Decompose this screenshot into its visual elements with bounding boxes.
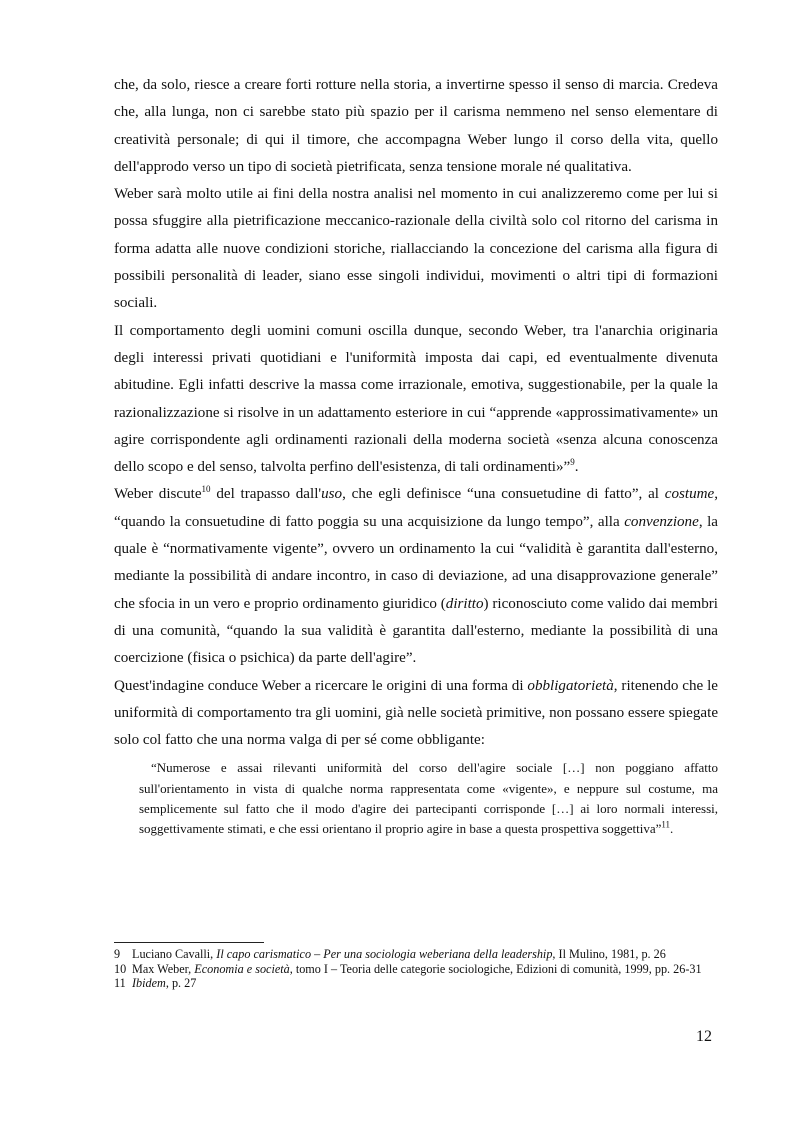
footnote-text	[132, 947, 718, 962]
footnote-text	[132, 976, 718, 991]
text-run: Weber discute	[114, 486, 202, 503]
paragraph	[114, 181, 718, 317]
footnote-item	[114, 962, 718, 977]
footnote-number: 9	[114, 947, 121, 961]
italic-term: Ibidem	[132, 976, 166, 990]
text-run: Max Weber,	[132, 961, 195, 976]
text-run: , la quale è “normativamente vigente”, ovvero un ordinamento la cui “validità è garantita dall'esterno, mediante la possibilità di andare incontro, in caso di deviazione, ad una disapprovazione generale” che sfocia in un vero e proprio ordinamento giuridico (	[114, 513, 719, 612]
italic-term: Il capo carismatico – Per una sociologia weberiana della leadership	[216, 947, 553, 961]
quote-end: .	[670, 821, 674, 837]
text-run: Il comportamento degli uomini comuni oscilla dunque, secondo Weber, tra l'anarchia originaria degli interessi privati quotidiani e l'uniformità imposta dai capi, ed eventualmente divenuta abitudine. Egli infatti descrive la massa come irrazionale, emotiva, suggestionabile, per la quale la razionalizzazione si risolve in un adattamento esteriore in cui “apprende «approssimativamente» un agire corrispondente agli ordinamenti razionali della moderna società «senza alcuna conoscenza dello scopo e del senso, talvolta perfino dell'esistenza, di tali ordinamenti»”	[114, 322, 718, 476]
paragraph	[114, 72, 718, 181]
footnotes	[114, 947, 718, 991]
footnote-separator	[114, 942, 264, 943]
text-run: , Il Mulino, 1981, p. 26	[552, 947, 666, 961]
italic-term: obbligatorietà	[527, 677, 614, 694]
quote-text: “Numerose e assai rilevanti uniformità del corso dell'agire sociale […] non poggiano affatto sull'orientamento in vista di qualche norma rappresentata come «vigente», e neppure sul costume, ma semplicemente sul fatto che il modo d'agire dei partecipanti corrisponde […] ai loro normali interessi, soggettivamente stimati, e che essi orientano il proprio agire in base a questa prospettiva soggettiva”	[139, 760, 718, 837]
block-quote	[139, 758, 718, 839]
italic-term: costume	[664, 486, 715, 503]
footnote-item	[114, 947, 718, 962]
footnote-ref[interactable]: 11	[661, 819, 671, 830]
footnote-number: 11	[114, 976, 126, 990]
text-run: , tomo I – Teoria delle categorie sociologiche, Edizioni di comunità, 1999, pp. 26-31	[289, 961, 702, 976]
paragraph	[114, 481, 718, 672]
footnote-text	[132, 962, 718, 977]
text-run: , p. 27	[165, 976, 197, 990]
italic-term: diritto	[445, 595, 484, 612]
footnote-ref[interactable]: 10	[201, 484, 211, 495]
footnote-ref[interactable]: 9	[570, 457, 575, 468]
paragraph	[114, 673, 718, 755]
text-run: Luciano Cavalli,	[132, 947, 217, 961]
body-text	[114, 72, 718, 754]
text-run: Quest'indagine conduce Weber a ricercare le origini di una forma di	[114, 677, 528, 694]
paragraph	[114, 318, 718, 482]
italic-term: convenzione	[624, 513, 699, 530]
italic-term: Economia e società	[194, 961, 290, 976]
italic-term: uso	[321, 486, 343, 503]
text-run: , ritenendo che le uniformità di comportamento tra gli uomini, già nelle società primitive, non possano essere spiegate solo col fatto che una norma valga di per sé come obbligante:	[114, 677, 719, 749]
page-number: 12	[696, 1028, 712, 1045]
text-run: Weber sarà molto utile ai fini della nostra analisi nel momento in cui analizzeremo come per lui si possa sfuggire alla pietrificazione meccanico-razionale della civiltà solo col ritorno del carisma in forma adatta alle nuove condizioni storiche, riallacciando la concezione del carisma alla figura di possibili personalità di leader, siano esse singoli individui, movimenti o altri tipi di formazioni sociali.	[114, 186, 718, 312]
page-body	[114, 72, 718, 840]
text-run: ) riconosciuto come valido dai membri di una comunità, “quando la sua validità è garantita dall'esterno, mediante la possibilità di una coercizione (fisica o psichica) da parte dell'agire”.	[114, 595, 718, 667]
footnote-item	[114, 976, 718, 991]
text-run: , che egli definisce “una consuetudine di fatto”, al	[342, 486, 665, 503]
text-run: , “quando la consuetudine di fatto poggia su una acquisizione da lungo tempo”, alla	[114, 486, 718, 530]
footnote-number: 10	[114, 961, 127, 976]
text-run: che, da solo, riesce a creare forti rotture nella storia, a invertirne spesso il senso di marcia. Credeva che, alla lunga, non ci sarebbe stato più spazio per il carisma nemmeno nel senso elementare di creatività personale; di qui il timore, che accompagna Weber lungo il corso della vita, quello dell'approdo verso un tipo di società pietrificata, senza tensione morale né qualitativa.	[114, 77, 718, 175]
text-run: .	[574, 459, 579, 476]
text-run: del trapasso dall'	[210, 486, 322, 503]
